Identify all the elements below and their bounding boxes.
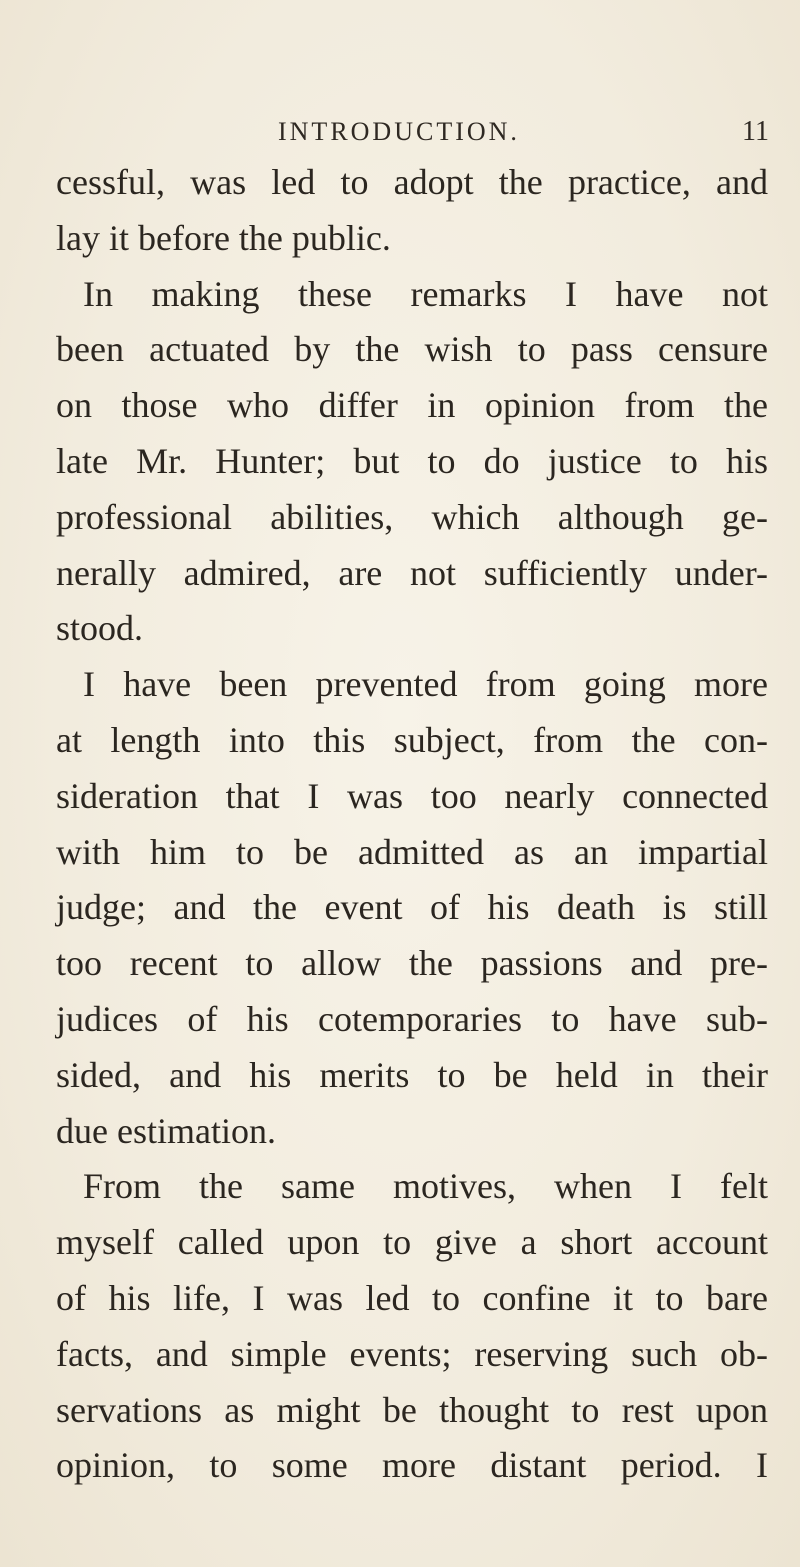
text-line: due estimation. xyxy=(56,1110,276,1151)
text-line: late Mr. Hunter; but to do justice to his xyxy=(56,440,768,481)
text-line: servations as might be thought to rest upon xyxy=(56,1389,768,1430)
text-line: with him to be admitted as an impartial xyxy=(56,831,768,872)
page-number: 11 xyxy=(742,116,769,147)
text-line: judge; and the event of his death is still xyxy=(56,887,768,928)
text-line: I have been prevented from going more xyxy=(83,664,768,705)
text-line: of his life, I was led to confine it to bare xyxy=(56,1277,768,1318)
text-line: myself called upon to give a short account xyxy=(56,1222,768,1263)
text-line: cessful, was led to adopt the practice, and xyxy=(56,162,768,202)
text-line: sideration that I was too nearly connected xyxy=(56,775,768,816)
body-text xyxy=(56,155,768,1494)
running-head: INTRODUCTION. xyxy=(278,117,520,146)
text-line: opinion, to some more distant period. I xyxy=(56,1445,768,1486)
text-line: sided, and his merits to be held in their xyxy=(56,1054,768,1095)
text-line: too recent to allow the passions and pre- xyxy=(56,943,768,984)
text-line: stood. xyxy=(56,608,144,649)
text-line: at length into this subject, from the con- xyxy=(56,719,768,760)
text-line: judices of his cotemporaries to have sub- xyxy=(56,998,768,1039)
text-line: on those who differ in opinion from the xyxy=(56,385,768,426)
text-line: In making these remarks I have not xyxy=(83,273,768,314)
text-line: From the same motives, when I felt xyxy=(83,1166,768,1207)
page-header xyxy=(0,112,800,152)
text-line: been actuated by the wish to pass censure xyxy=(56,329,768,370)
text-line: nerally admired, are not sufficiently under- xyxy=(56,552,768,593)
text-line: lay it before the public. xyxy=(56,217,391,258)
text-line: facts, and simple events; reserving such ob- xyxy=(56,1333,768,1374)
text-line: professional abilities, which although ge- xyxy=(56,496,768,537)
